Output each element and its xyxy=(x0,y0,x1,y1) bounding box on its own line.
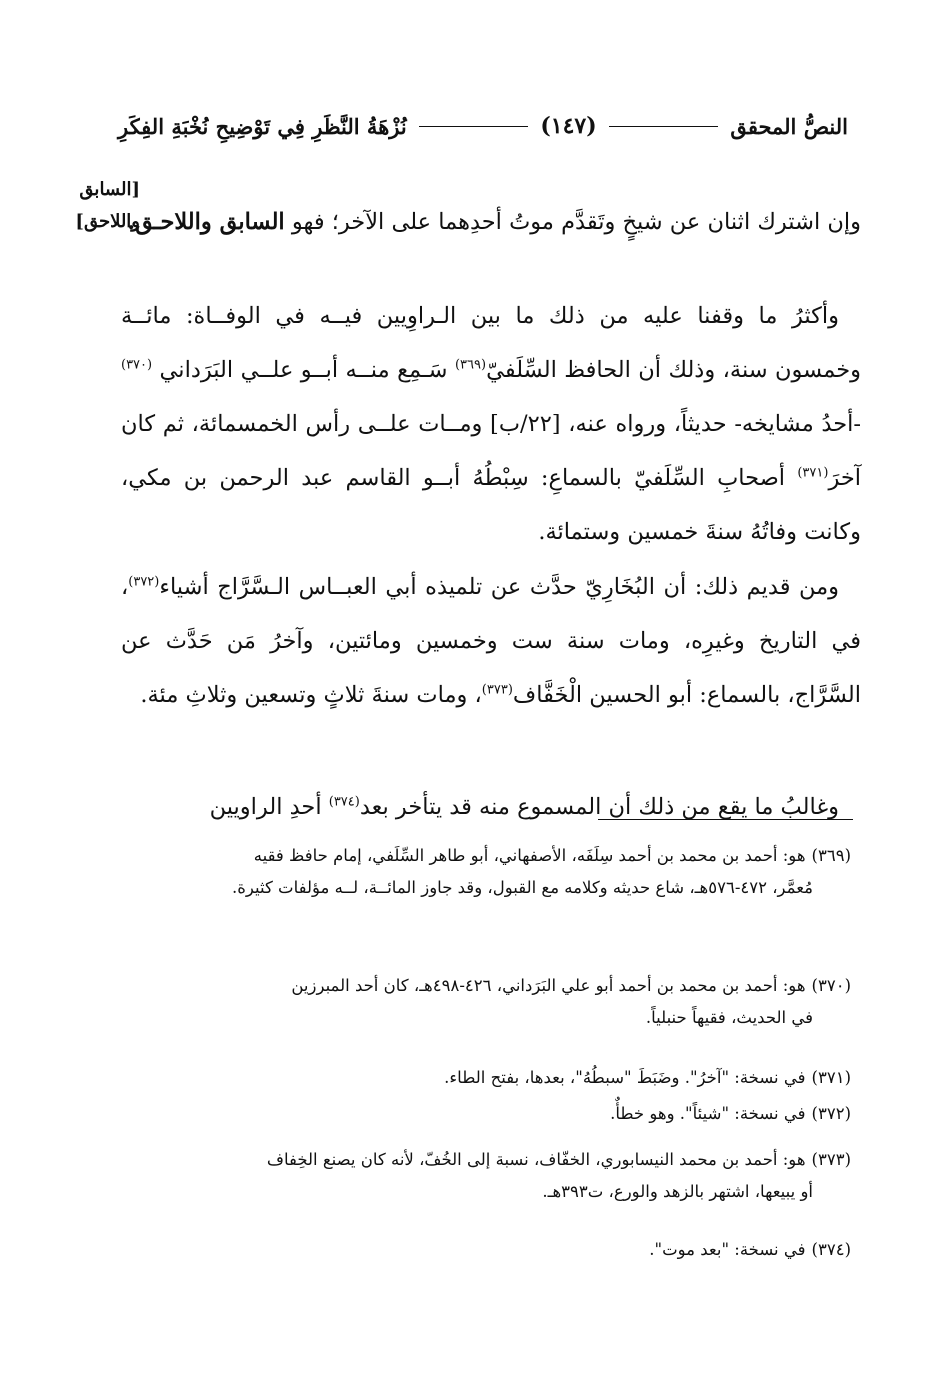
footnote-text: في نسخة: "بعد موت". xyxy=(649,1240,806,1259)
footnote-number: (٣٧٠) xyxy=(811,976,851,995)
footnote-text: في نسخة: "آخرُ". وضَبَطَ "سبطُهُ"، بعدها، بفتح الطاء. xyxy=(444,1068,806,1087)
footnote-ref: (٣٦٩) xyxy=(454,357,487,372)
body-text: وأكثرُ ما وقفنا عليه من ذلك ما بين الـراوِيين فيــه في الوفــاة: مائــة وخمسون سنة، وذلك أن الحافظ السِّلَفيّ xyxy=(121,302,862,383)
body-text: وإن اشترك اثنان عن شيخٍ وتَقدَّم موتُ أحدِهما على الآخر؛ فهو xyxy=(291,208,861,235)
page-number: (١٤٧) xyxy=(540,113,597,139)
footnote xyxy=(136,1098,851,1130)
body-text: ومن قديم ذلك: أن البُخَارِيّ حدَّث عن تلميذه أبي العبــاس الـسَّرَّاج أشياء xyxy=(159,573,839,600)
body-text: أصحابِ السِّلَفيّ بالسماعِ: سِبْطُهُ أبــو القاسم عبد الرحمن بن مكي، وكانت وفاتُهُ سنةَ خمسين وستمائة. xyxy=(121,464,861,545)
footnote-text: هو: أحمد بن محمد بن أحمد سِلَفَه، الأصفهاني، أبو طاهر السِّلَفي، إمام حافظ فقيه xyxy=(253,846,806,865)
footnote-text: هو: أحمد بن محمد النيسابوري، الخفّاف، نسبة إلى الخُفّ، لأنه كان يصنع الخِفاف xyxy=(266,1150,806,1169)
body-text: أحدِ الراويين xyxy=(209,793,322,820)
footnote xyxy=(136,1144,851,1207)
gloss-line: [السابق xyxy=(79,179,140,200)
running-header xyxy=(118,106,848,146)
footnote xyxy=(136,1062,851,1094)
footnote xyxy=(136,840,851,903)
footnote-ref: (٣٧٢) xyxy=(128,574,160,589)
body-text: وغالبُ ما يقع من ذلك أن المسموع منه قد يتأخر بعد xyxy=(359,793,839,820)
section-title: النصُّ المحقق xyxy=(730,113,848,139)
paragraph xyxy=(121,560,861,722)
footnote-ref: (٣٧٣) xyxy=(481,682,513,697)
header-rule xyxy=(609,126,719,127)
footnote-ref: (٣٧٠) xyxy=(121,357,153,372)
footnote xyxy=(136,970,851,1033)
footnote-ref: (٣٧٤) xyxy=(328,794,360,809)
body-text: ، في التاريخ وغيرِه، ومات سنة ست وخمسين ومائتين، وآخرُ مَن حَدَّث عن السَّرَّاج، بالسماع: أبو الحسين الْخَفَّاف xyxy=(121,573,861,708)
footnote-continuation: في الحديث، فقيهاً حنبلياً. xyxy=(645,1007,813,1027)
paragraph xyxy=(121,289,861,559)
footnote-number: (٣٦٩) xyxy=(811,846,851,865)
body-text: سَـمِع منــه أبــو علــي البَرَداني xyxy=(159,356,448,383)
footnote-number: (٣٧٤) xyxy=(811,1240,851,1259)
footnote-continuation: أو يبيعها، اشتهر بالزهد والورع، ت٣٩٣هـ. xyxy=(542,1181,813,1201)
body-text: ، ومات سنةَ ثلاثٍ وتسعين وثلاثِ مئة. xyxy=(140,681,482,708)
footnote-number: (٣٧١) xyxy=(811,1068,851,1087)
header-rule xyxy=(419,126,529,127)
body-text: -أحدُ مشايخه- حديثاً، ورواه عنه، [٢٢/ب] ومــات علــى رأس الخمسمائة، ثم كان آخرَ xyxy=(121,410,862,491)
book-title: نُزْهَةُ النَّظَرِ فِي تَوْضِيحِ نُخْبَةِ الفِكَرِ xyxy=(118,113,407,139)
footnote-separator xyxy=(598,819,853,820)
footnote-continuation: مُعمَّر، ٤٧٢-٥٧٦هـ، شاع حديثه وكلامه مع القبول، وقد جاوز المائــة، لــه مؤلفات كثيرة. xyxy=(232,877,813,897)
footnote-number: (٣٧٣) xyxy=(811,1150,851,1169)
footnote-number: (٣٧٢) xyxy=(811,1104,851,1123)
footnote xyxy=(136,1234,851,1266)
paragraph xyxy=(121,780,861,834)
footnote-text: في نسخة: "شيئاً". وهو خطأٌ. xyxy=(610,1104,806,1123)
paragraph xyxy=(121,187,861,257)
gloss-line: واللاحق] xyxy=(75,211,140,232)
footnote-text: هو: أحمد بن محمد بن أحمد أبو علي البَرَداني، ٤٢٦-٤٩٨هـ، كان أحد المبرزين xyxy=(291,976,806,995)
bold-term: السابق واللاحـق. xyxy=(127,208,285,235)
footnote-ref: (٣٧١) xyxy=(797,465,829,480)
